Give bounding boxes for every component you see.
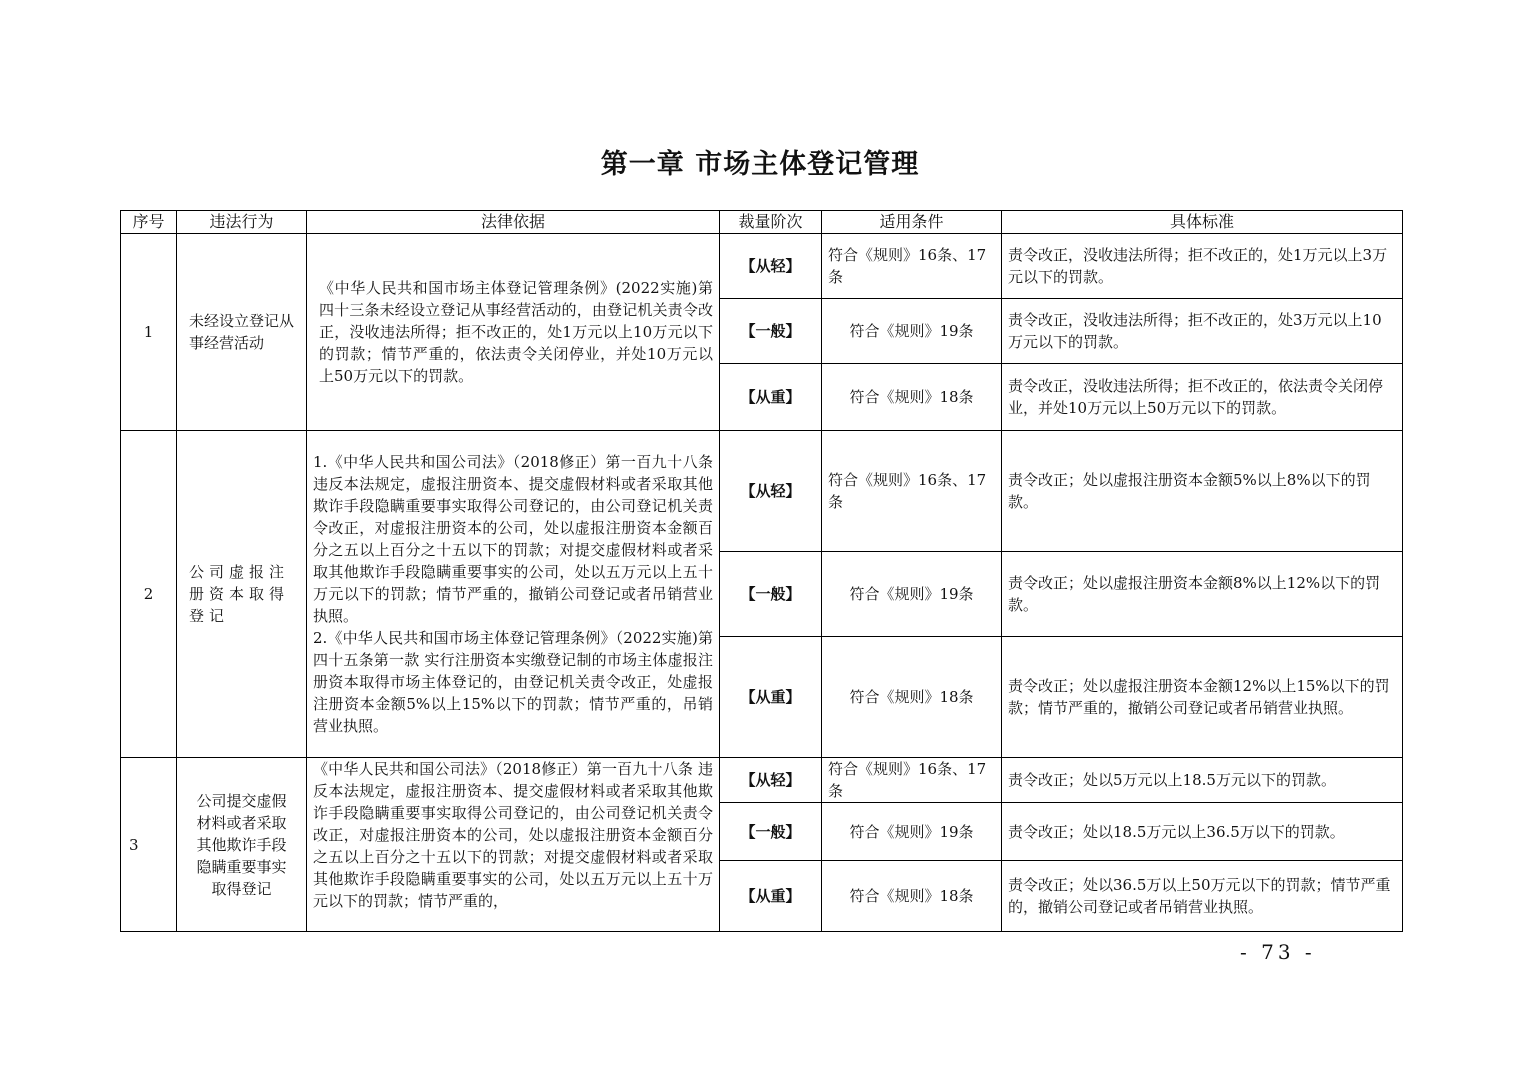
tier-condition: 符合《规则》19条 (822, 803, 1002, 861)
row-seq: 3 (121, 758, 177, 932)
tier-level: 【从轻】 (720, 758, 822, 803)
tier-standard: 责令改正；处以5万元以上18.5万元以下的罚款。 (1002, 758, 1403, 803)
row-legal-basis: 《中华人民共和国公司法》（2018修正）第一百九十八条 违反本法规定，虚报注册资本、提交虚假材料或者采取其他欺诈手段隐瞒重要事实取得公司登记的，由公司登记机关责令改正，对虚报注册资本的公司，处以虚报注册资本金额百分之五以上百分之十五以下的罚款；对提交虚假材料或者采取其他欺诈手段隐瞒重要事实的公司，处以五万元以上五十万元以下的罚款；情节严重的， (307, 758, 720, 932)
tier-condition: 符合《规则》18条 (822, 364, 1002, 431)
tier-level: 【从轻】 (720, 234, 822, 299)
tier-level: 【从重】 (720, 364, 822, 431)
table-header-row (121, 211, 1403, 234)
tier-condition: 符合《规则》18条 (822, 861, 1002, 932)
row-violation: 未经设立登记从事经营活动 (177, 234, 307, 431)
tier-condition: 符合《规则》19条 (822, 299, 1002, 364)
header-seq: 序号 (121, 211, 177, 234)
tier-condition: 符合《规则》19条 (822, 552, 1002, 637)
tier-level: 【从轻】 (720, 431, 822, 552)
row-seq: 2 (121, 431, 177, 758)
header-discretion-level: 裁量阶次 (720, 211, 822, 234)
table-row (121, 431, 1403, 552)
tier-condition: 符合《规则》16条、17条 (822, 758, 1002, 803)
penalty-table (120, 210, 1403, 932)
row-violation: 公司虚报注册资本取得登记 (177, 431, 307, 758)
tier-standard: 责令改正，没收违法所得；拒不改正的，处1万元以上3万元以下的罚款。 (1002, 234, 1403, 299)
header-legal-basis: 法律依据 (307, 211, 720, 234)
tier-level: 【一般】 (720, 803, 822, 861)
tier-condition: 符合《规则》16条、17条 (822, 431, 1002, 552)
chapter-title: 第一章 市场主体登记管理 (600, 149, 920, 180)
tier-condition: 符合《规则》18条 (822, 637, 1002, 758)
tier-level: 【一般】 (720, 552, 822, 637)
table-row (121, 234, 1403, 299)
header-standard: 具体标准 (1002, 211, 1403, 234)
tier-standard: 责令改正；处以虚报注册资本金额12%以上15%以下的罚款；情节严重的，撤销公司登记或者吊销营业执照。 (1002, 637, 1403, 758)
header-condition: 适用条件 (822, 211, 1002, 234)
tier-standard: 责令改正；处以36.5万以上50万元以下的罚款；情节严重的，撤销公司登记或者吊销营业执照。 (1002, 861, 1403, 932)
tier-standard: 责令改正；处以18.5万元以上36.5万以下的罚款。 (1002, 803, 1403, 861)
row-seq: 1 (121, 234, 177, 431)
row-legal-basis: 1.《中华人民共和国公司法》（2018修正）第一百九十八条 违反本法规定，虚报注册资本、提交虚假材料或者采取其他欺诈手段隐瞒重要事实取得公司登记的，由公司登记机关责令改正，对虚报注册资本的公司，处以虚报注册资本金额百分之五以上百分之十五以下的罚款；对提交虚假材料或者采取其他欺诈手段隐瞒重要事实的公司，处以五万元以上五十万元以下的罚款；情节严重的，撤销公司登记或者吊销营业执照。 2.《中华人民共和国市场主体登记管理条例》（2022实施)第四十五条第一款 实行注册资本实缴登记制的市场主体虚报注册资本取得市场主体登记的，由登记机关责令改正，处虚报注册资本金额5%以上15%以下的罚款；情节严重的，吊销营业执照。 (307, 431, 720, 758)
tier-level: 【从重】 (720, 637, 822, 758)
tier-standard: 责令改正，没收违法所得；拒不改正的，依法责令关闭停业，并处10万元以上50万元以下的罚款。 (1002, 364, 1403, 431)
tier-condition: 符合《规则》16条、17条 (822, 234, 1002, 299)
page-number: - 73 - (1240, 940, 1316, 964)
header-violation: 违法行为 (177, 211, 307, 234)
row-violation: 公司提交虚假材料或者采取其他欺诈手段隐瞒重要事实取得登记 (177, 758, 307, 932)
tier-level: 【一般】 (720, 299, 822, 364)
tier-level: 【从重】 (720, 861, 822, 932)
table-row (121, 758, 1403, 803)
tier-standard: 责令改正；处以虚报注册资本金额8%以上12%以下的罚款。 (1002, 552, 1403, 637)
row-legal-basis: 《中华人民共和国市场主体登记管理条例》(2022实施)第四十三条未经设立登记从事经营活动的，由登记机关责令改正，没收违法所得；拒不改正的，处1万元以上10万元以下的罚款；情节严重的，依法责令关闭停业，并处10万元以上50万元以下的罚款。 (307, 234, 720, 431)
tier-standard: 责令改正；处以虚报注册资本金额5%以上8%以下的罚款。 (1002, 431, 1403, 552)
tier-standard: 责令改正，没收违法所得；拒不改正的，处3万元以上10万元以下的罚款。 (1002, 299, 1403, 364)
